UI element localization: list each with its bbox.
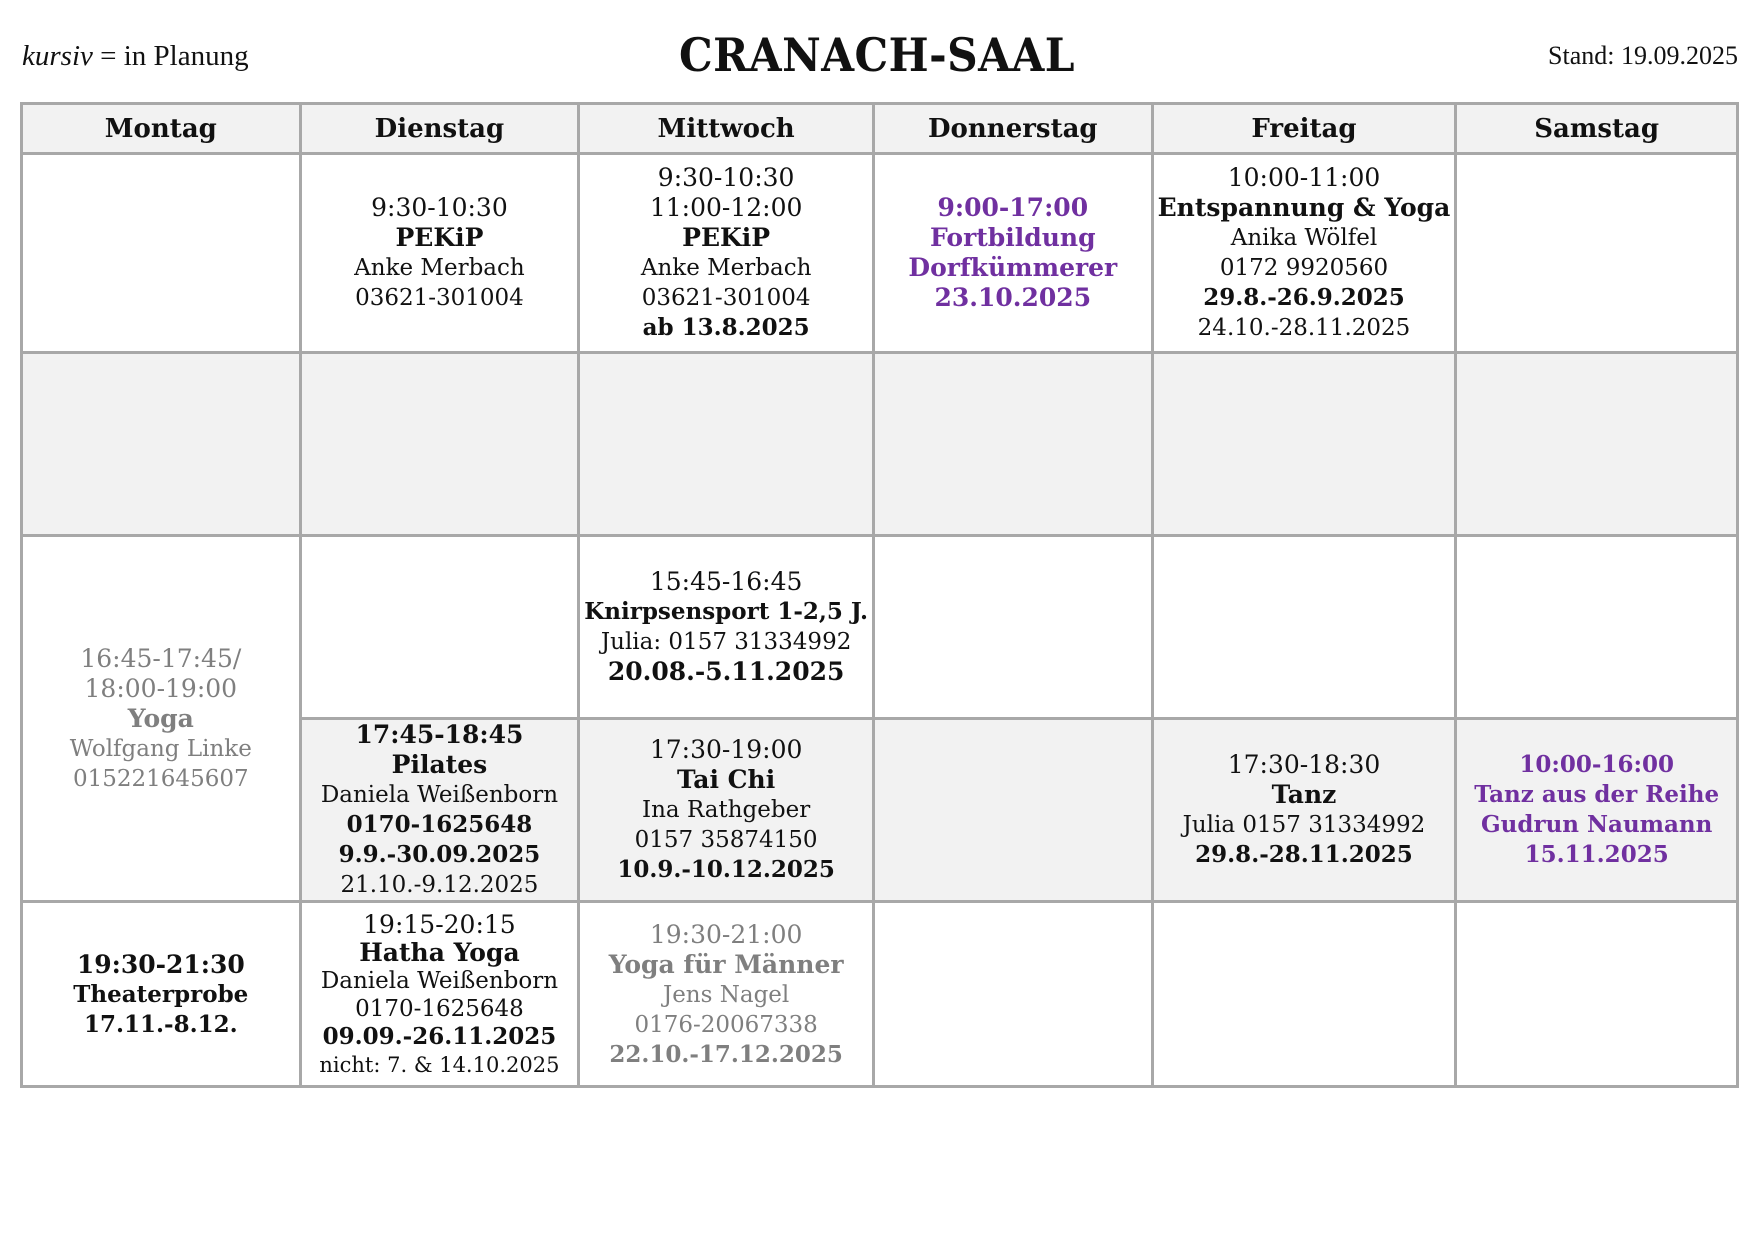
event-phone: 03621-301004	[641, 285, 811, 311]
event-contact: Julia: 0157 31334992	[600, 629, 852, 655]
cell-donnerstag-row4	[875, 720, 1154, 903]
event-person: Jens Nagel	[662, 982, 790, 1008]
event-date-2: 21.10.-9.12.2025	[340, 872, 539, 898]
legend-italic-word: kursiv	[22, 40, 93, 72]
event-title: PEKiP	[395, 223, 484, 252]
event-title: Tanz aus der Reihe	[1474, 781, 1720, 808]
event-time: 19:30-21:30	[76, 950, 245, 979]
event-time-2: 11:00-12:00	[649, 193, 803, 222]
event-person: Anke Merbach	[640, 255, 812, 281]
cell-dienstag-row5	[302, 903, 581, 1087]
page-title: CRANACH-SAAL	[679, 28, 1075, 82]
event-person: Wolfgang Linke	[69, 735, 252, 762]
cell-mittwoch-row5	[580, 903, 875, 1087]
event-person: Daniela Weißenborn	[320, 782, 559, 808]
event-date: 9.9.-30.09.2025	[338, 841, 541, 868]
event-time: 17:45-18:45	[355, 720, 524, 749]
event-title: Yoga	[127, 703, 194, 733]
event-title: Tanz	[1271, 780, 1337, 809]
event-phone: 0172 9920560	[1219, 255, 1389, 281]
event-phone: 03621-301004	[355, 285, 524, 311]
cell-samstag-row1	[1457, 155, 1736, 354]
event-time: 15:45-16:45	[649, 567, 803, 596]
event-title: Hatha Yoga	[359, 938, 520, 967]
event-date: ab 13.8.2025	[642, 314, 810, 341]
event-time: 17:30-19:00	[649, 735, 803, 764]
header-freitag: Freitag	[1154, 105, 1458, 155]
event-time: 16:45-17:45/	[80, 643, 242, 673]
header-mittwoch: Mittwoch	[580, 105, 875, 155]
event-date: 15.11.2025	[1524, 841, 1669, 868]
cell-montag-row5	[23, 903, 302, 1087]
stand-date: Stand: 19.09.2025	[1548, 41, 1738, 70]
cell-mittwoch-row1	[580, 155, 875, 354]
cell-dienstag-row4	[302, 720, 581, 903]
event-title: Knirpsensport 1-2,5 J.	[584, 598, 868, 625]
header-samstag: Samstag	[1457, 105, 1736, 155]
event-date: 10.9.-10.12.2025	[617, 856, 835, 883]
event-time: 9:00-17:00	[937, 193, 1089, 222]
event-date: 29.8.-26.9.2025	[1203, 284, 1405, 311]
cell-montag-row1	[23, 155, 302, 354]
event-title: Fortbildung	[930, 223, 1096, 252]
cell-dienstag-row1	[302, 155, 581, 354]
event-time: 9:30-10:30	[371, 193, 508, 222]
event-phone: 015221645607	[73, 765, 249, 792]
event-time: 9:30-10:30	[657, 163, 795, 192]
event-person: Anika Wölfel	[1230, 225, 1378, 251]
event-time: 10:00-11:00	[1227, 163, 1381, 192]
cell-freitag-row1	[1154, 155, 1458, 354]
cell-freitag-row5	[1154, 903, 1458, 1087]
cell-samstag-row4	[1457, 720, 1736, 903]
cell-samstag-row2	[1457, 354, 1736, 537]
event-title: PEKiP	[682, 223, 771, 252]
event-title: Pilates	[391, 750, 488, 779]
cell-donnerstag-row3	[875, 537, 1154, 720]
event-date-2: 24.10.-28.11.2025	[1197, 315, 1411, 341]
cell-mittwoch-row3	[580, 537, 875, 720]
cell-donnerstag-row2	[875, 354, 1154, 537]
header-montag: Montag	[23, 105, 302, 155]
cell-freitag-row2	[1154, 354, 1458, 537]
event-time: 19:30-21:00	[649, 920, 803, 949]
cell-mittwoch-row2	[580, 354, 875, 537]
event-time: 10:00-16:00	[1519, 751, 1674, 778]
cell-samstag-row3	[1457, 537, 1736, 720]
event-date: 29.8.-28.11.2025	[1195, 841, 1413, 868]
header-donnerstag: Donnerstag	[875, 105, 1154, 155]
event-person: Ina Rathgeber	[642, 797, 811, 823]
cell-montag-yoga	[23, 537, 302, 903]
event-title: Entspannung & Yoga	[1157, 193, 1451, 222]
event-phone: 0170-1625648	[346, 811, 533, 838]
event-time: 17:30-18:30	[1227, 750, 1381, 779]
event-time-2: 18:00-19:00	[84, 673, 238, 703]
event-person: Anke Merbach	[354, 255, 525, 281]
event-phone: 0176-20067338	[634, 1012, 818, 1038]
header-dienstag: Dienstag	[302, 105, 581, 155]
event-phone: 0170-1625648	[355, 996, 524, 1022]
event-note: nicht: 7. & 14.10.2025	[319, 1053, 560, 1077]
event-title-2: Dorfkümmerer	[908, 253, 1118, 282]
event-date: 09.09.-26.11.2025	[322, 1023, 557, 1050]
cell-freitag-row4	[1154, 720, 1458, 903]
cell-samstag-row5	[1457, 903, 1736, 1087]
event-date: 23.10.2025	[934, 283, 1092, 312]
cell-montag-row2	[23, 354, 302, 537]
event-time: 19:15-20:15	[363, 910, 516, 939]
schedule-table	[20, 102, 1739, 1088]
cell-donnerstag-row5	[875, 903, 1154, 1087]
cell-dienstag-row2	[302, 354, 581, 537]
event-title: Yoga für Männer	[608, 950, 844, 979]
event-title: Tai Chi	[677, 765, 776, 794]
event-date: 17.11.-8.12.	[84, 1011, 238, 1038]
event-date: 22.10.-17.12.2025	[609, 1041, 843, 1068]
cell-mittwoch-row4	[580, 720, 875, 903]
event-contact: Julia 0157 31334992	[1182, 812, 1426, 838]
cell-freitag-row3	[1154, 537, 1458, 720]
event-date: 20.08.-5.11.2025	[607, 657, 845, 686]
cell-dienstag-row3	[302, 537, 581, 720]
event-title: Theaterprobe	[73, 981, 249, 1008]
cell-donnerstag-row1	[875, 155, 1154, 354]
event-phone: 0157 35874150	[634, 827, 818, 853]
legend-text: = in Planung	[92, 40, 249, 72]
event-person: Gudrun Naumann	[1481, 811, 1713, 838]
event-person: Daniela Weißenborn	[320, 968, 559, 994]
